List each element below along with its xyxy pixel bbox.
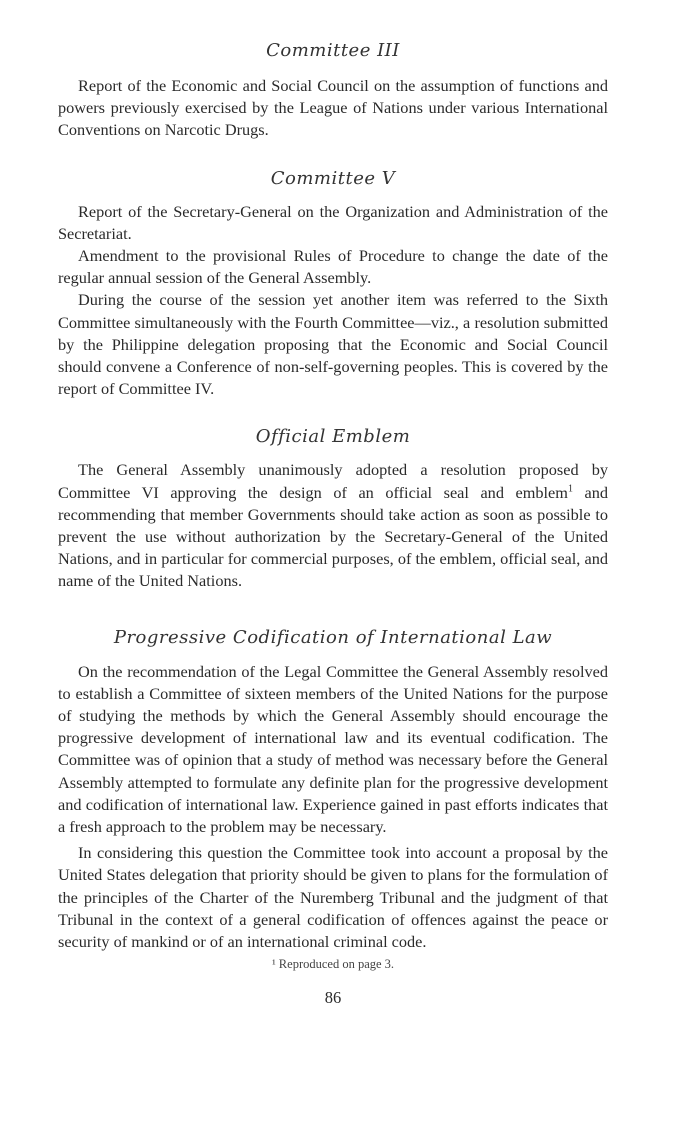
footnote: ¹ Reproduced on page 3.	[271, 957, 395, 972]
official-emblem-heading: Official Emblem	[255, 426, 411, 448]
document-page	[58, 0, 608, 1008]
committee-iii-paragraph: Report of the Economic and Social Council on the assumption of functions and powers previously exercised by the League of Nations under various International Conventions on Narcotic Drugs.	[58, 76, 608, 140]
committee-v-paragraph: Report of the Secretary-General on the Organization and Administration of the Secretariat.	[58, 201, 608, 243]
committee-v-paragraph: Amendment to the provisional Rules of Procedure to change the date of the regular annual session of the General Assembly.	[58, 246, 608, 288]
progressive-codification-heading: Progressive Codification of International Law	[113, 626, 553, 648]
progressive-codification-paragraph: In considering this question the Committee took into account a proposal by the United States delegation that priority should be given to plans for the formulation of the principles of the Charter of the Nuremberg Tribunal and the judgment of that Tribunal in the context of a general codification of offences against the peace or security of mankind or of an international criminal code.	[58, 843, 608, 952]
footnote-marker: 1	[567, 483, 573, 495]
official-emblem-text-after-note: and recommending that member Governments should take action as soon as possible to prevent the use without authorization by the Secretary-General of the United Nations, and in particular for commercial purposes, of the emblem, official seal, and name of the United Nations.	[58, 482, 608, 591]
committee-iii-heading: Committee III	[266, 40, 400, 61]
progressive-codification-paragraph: On the recommendation of the Legal Committee the General Assembly resolved to establish a Committee of sixteen members of the United Nations for the purpose of studying the methods by which the General Assembly should encourage the progressive development of international law and its eventual codification. The Committee was of opinion that a study of method was necessary before the General Assembly attempted to formulate any definite plan for the progressive development and codification of international law. Experience gained in past efforts indicates that a fresh approach to the problem may be necessary.	[58, 661, 608, 837]
committee-v-paragraph: During the course of the session yet another item was referred to the Sixth Committee simultaneously with the Fourth Committee—viz., a resolution submitted by the Philippine delegation proposing that the Economic and Social Council should convene a Conference of non-self-governing peoples. This is covered by the report of Committee IV.	[58, 290, 608, 399]
page-number: 86	[324, 988, 342, 1008]
official-emblem-text-before-note: The General Assembly unanimously adopted a resolution proposed by Committee VI approving the design of an official seal and emblem	[58, 460, 608, 502]
official-emblem-paragraph	[58, 459, 608, 592]
committee-v-heading: Committee V	[270, 167, 396, 189]
